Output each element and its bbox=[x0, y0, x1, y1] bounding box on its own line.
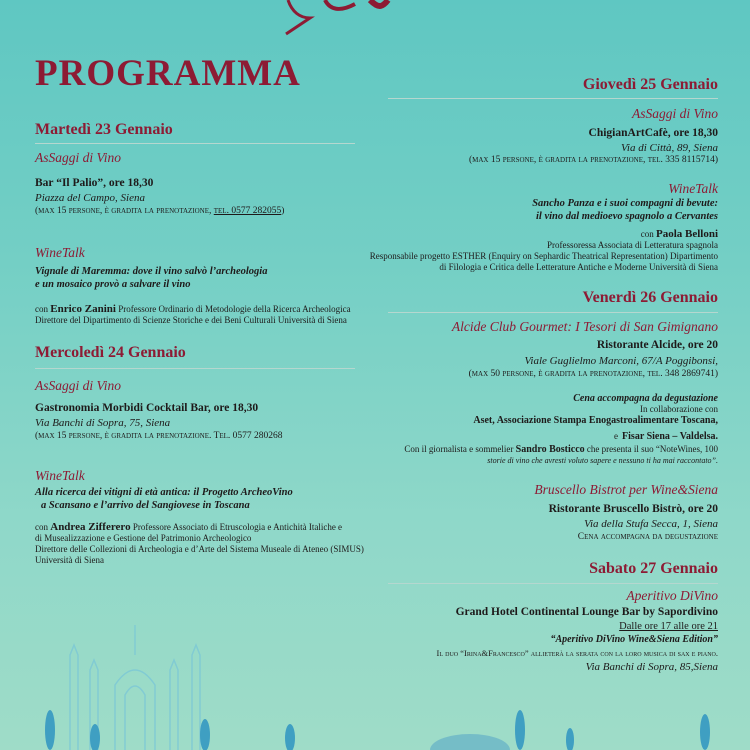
event-title: WineTalk bbox=[35, 468, 85, 483]
divider bbox=[35, 143, 355, 144]
cypress-trees bbox=[0, 690, 750, 750]
event-title: AsSaggi di Vino bbox=[632, 106, 718, 121]
dinner-label: Cena accompagna da degustazione bbox=[573, 393, 718, 404]
venue-address: Via della Stufa Secca, 1, Siena bbox=[584, 518, 718, 530]
talk-line: Vignale di Maremma: dove il vino salvò l’archeologia bbox=[35, 266, 268, 277]
venue-address: Viale Guglielmo Marconi, 67/A Poggibonsi, bbox=[524, 355, 718, 367]
venue-name: ChigianArtCafè, ore 18,30 bbox=[588, 127, 718, 139]
collab-text: che presenta il suo “NoteWines, 100 bbox=[586, 444, 718, 454]
speaker-bio bbox=[35, 522, 365, 566]
music-note: Il duo “Irina&Francesco” allieterà la serata con la loro musica di sax e piano. bbox=[436, 648, 718, 658]
divider bbox=[388, 583, 718, 584]
booking-note: (max 50 persone, è gradita la prenotazione, tel. 348 2869741) bbox=[468, 369, 718, 379]
wine-glass-icon bbox=[270, 0, 420, 40]
event-title: Aperitivo DiVino bbox=[626, 588, 718, 603]
talk-line: Sancho Panza e i suoi compagni di bevute: bbox=[532, 198, 718, 209]
con-label: con bbox=[35, 304, 48, 314]
booking-note: (max 15 persone, è gradita la prenotazione, tel. 335 8115714) bbox=[468, 155, 718, 165]
mosaic-blob bbox=[430, 734, 510, 750]
speaker-name: Enrico Zanini bbox=[50, 303, 116, 315]
speaker-role: Professore Ordinario di Metodologie della Ricerca Archeologica bbox=[118, 304, 351, 314]
event-time: Dalle ore 17 alle ore 21 bbox=[619, 621, 718, 632]
talk-line: Alla ricerca dei vitigni di età antica: il Progetto ArcheoVino bbox=[35, 487, 293, 498]
talk-title bbox=[358, 197, 718, 223]
talk-title bbox=[35, 265, 355, 291]
speaker-role: Direttore delle Collezioni di Archeologia e d’Arte del Sistema Museale di Ateneo (SIMUS) bbox=[35, 544, 364, 554]
day-heading-giovedi: Giovedì 25 Gennaio bbox=[582, 76, 718, 93]
booking-note-end: ) bbox=[281, 206, 285, 216]
collab-and: e bbox=[614, 431, 619, 441]
event-title: Bruscello Bistrot per Wine&Siena bbox=[534, 482, 718, 497]
venue-name: Ristorante Bruscello Bistrò, ore 20 bbox=[548, 503, 718, 515]
event-title: Alcide Club Gourmet: I Tesori di San Gimignano bbox=[451, 319, 718, 334]
divider bbox=[35, 368, 355, 369]
speaker-role: Direttore del Dipartimento di Scienze Storiche e dei Beni Culturali Università di Siena bbox=[35, 315, 347, 325]
booking-note: (max 15 persone, è gradita la prenotazione. Tel. 0577 280268 bbox=[35, 431, 283, 441]
phone-link[interactable]: tel. 0577 282055 bbox=[213, 206, 282, 216]
event-title: AsSaggi di Vino bbox=[35, 378, 121, 393]
event-title: WineTalk bbox=[668, 181, 718, 196]
collab-line: In collaborazione con bbox=[640, 404, 718, 414]
speaker-name: Andrea Zifferero bbox=[50, 521, 131, 533]
venue-name: Gastronomia Morbidi Cocktail Bar, ore 18,30 bbox=[35, 402, 259, 414]
sommelier-name: Sandro Bosticco bbox=[515, 444, 585, 455]
venue-address: Via Banchi di Sopra, 85,Siena bbox=[585, 661, 718, 673]
booking-note bbox=[35, 206, 284, 216]
venue-address: Via di Città, 89, Siena bbox=[621, 142, 718, 154]
speaker-role: Università di Siena bbox=[35, 555, 104, 565]
speaker-role: Responsabile progetto ESTHER (Enquiry on Sephardic Theatrical Representation) Dipartimento bbox=[369, 251, 718, 261]
speaker-role: di Musealizzazione e Gestione del Patrimonio Archeologico bbox=[35, 533, 252, 543]
day-heading-venerdi: Venerdì 26 Gennaio bbox=[582, 289, 718, 306]
collab-text: storie di vino che avresti voluto sapere e nessuno ti ha mai raccontato”. bbox=[487, 456, 718, 465]
day-heading-mercoledi: Mercoledì 24 Gennaio bbox=[35, 344, 186, 361]
divider bbox=[388, 98, 718, 99]
event-title: AsSaggi di Vino bbox=[35, 150, 121, 165]
speaker-bio bbox=[35, 304, 365, 326]
event-title: WineTalk bbox=[35, 245, 85, 260]
talk-line: il vino dal medioevo spagnolo a Cervantes bbox=[536, 211, 718, 222]
speaker-name: Paola Belloni bbox=[655, 228, 718, 240]
collab-line: Fisar Siena – Valdelsa. bbox=[622, 431, 718, 442]
divider bbox=[388, 312, 718, 313]
con-label: con bbox=[640, 229, 654, 239]
talk-title bbox=[35, 486, 355, 512]
booking-note-text: (max 15 persone, è gradita la prenotazione, bbox=[35, 206, 214, 216]
speaker-bio bbox=[338, 229, 718, 273]
speaker-role: Professoressa Associata di Letteratura spagnola bbox=[547, 240, 718, 250]
speaker-role: di Filologia e Critica delle Letterature Antiche e Moderne Università di Siena bbox=[439, 262, 718, 272]
venue-name: Bar “Il Palio”, ore 18,30 bbox=[35, 177, 154, 189]
event-subtitle: “Aperitivo DiVino Wine&Siena Edition” bbox=[550, 634, 718, 645]
day-heading-sabato: Sabato 27 Gennaio bbox=[589, 560, 718, 577]
talk-line: a Scansano e l’arrivo del Sangiovese in Toscana bbox=[41, 500, 250, 511]
day-heading-martedi: Martedì 23 Gennaio bbox=[35, 121, 173, 138]
speaker-role: Professore Associato di Etruscologia e Antichità Italiche e bbox=[132, 522, 343, 532]
venue-name: Ristorante Alcide, ore 20 bbox=[596, 339, 718, 351]
venue-name: Grand Hotel Continental Lounge Bar by Sapordivino bbox=[455, 606, 718, 618]
dinner-note bbox=[358, 393, 718, 466]
collab-line: Aset, Associazione Stampa Enogastroalimentare Toscana, bbox=[473, 415, 718, 426]
venue-address: Via Banchi di Sopra, 75, Siena bbox=[35, 417, 171, 429]
con-label: con bbox=[35, 522, 48, 532]
talk-line: e un mosaico provò a salvare il vino bbox=[35, 279, 191, 290]
venue-address: Piazza del Campo, Siena bbox=[35, 192, 145, 204]
collab-text: Con il giornalista e sommelier bbox=[404, 444, 514, 454]
page-title: PROGRAMMA bbox=[35, 53, 301, 94]
dinner-note: Cena accompagna da degustazione bbox=[577, 532, 718, 542]
